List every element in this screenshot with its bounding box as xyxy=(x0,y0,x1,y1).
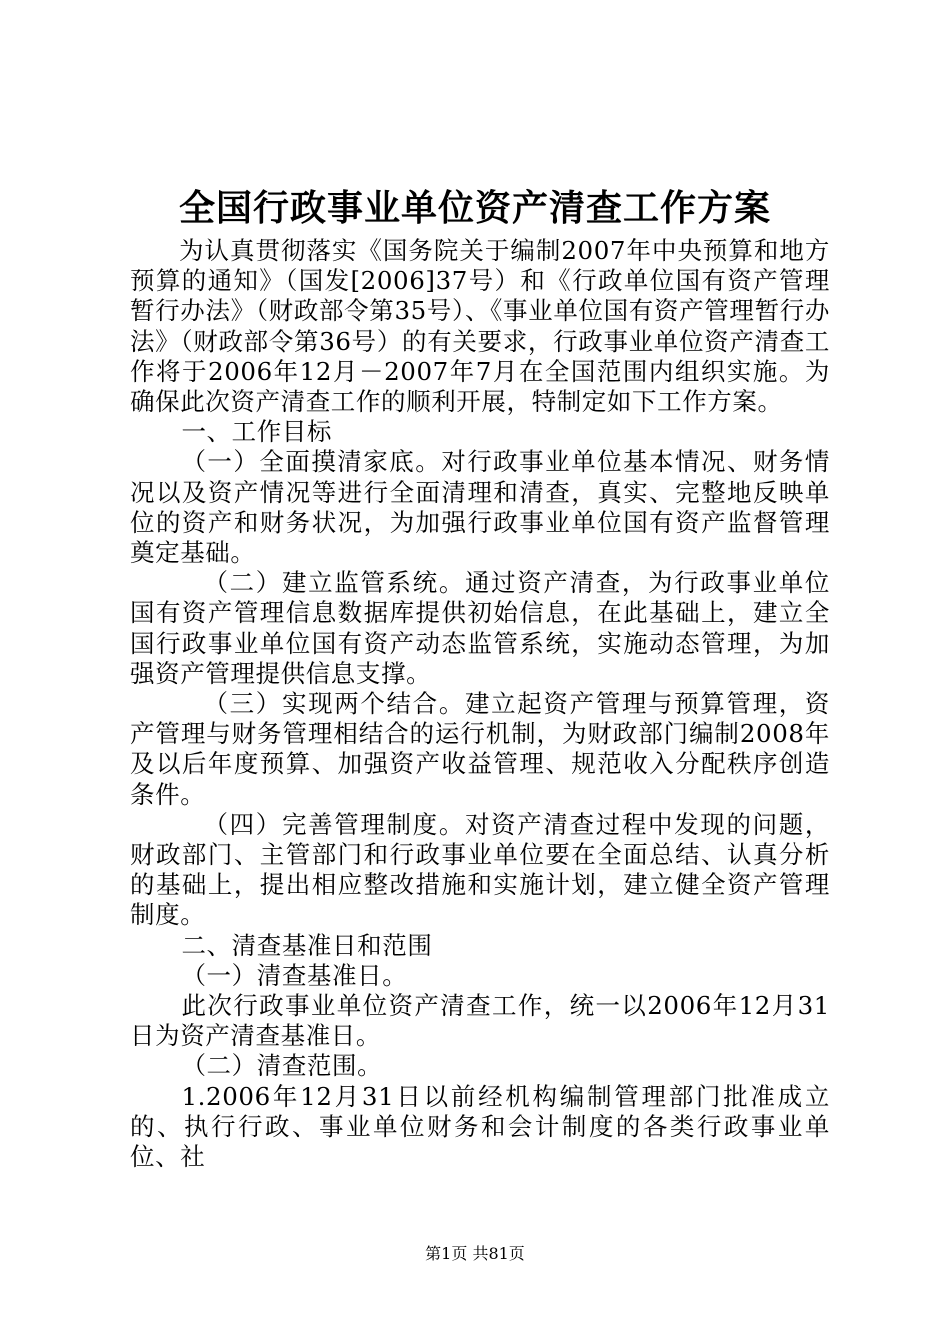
section-heading-baseline-scope: 二、清查基准日和范围 xyxy=(181,930,433,960)
goal-paragraph-1: （一）全面摸清家底。对行政事业单位基本情况、财务情况以及资产情况等进行全面清理和清查，真实、完整地反映单位的资产和财务状况，为加强行政事业单位国有资产监督管理奠定基础。 xyxy=(130,447,830,568)
goal-paragraph-2: （二）建立监管系统。通过资产清查，为行政事业单位国有资产管理信息数据库提供初始信息，在此基础上，建立全国行政事业单位国有资产动态监管系统，实施动态管理，为加强资产管理提供信息支撑。 xyxy=(130,568,830,688)
baseline-date-paragraph: 此次行政事业单位资产清查工作，统一以2006年12月31日为资产清查基准日。 xyxy=(130,991,830,1051)
goal-paragraph-4: （四）完善管理制度。对资产清查过程中发现的问题，财政部门、主管部门和行政事业单位要在全面总结、认真分析的基础上，提出相应整改措施和实施计划，建立健全资产管理制度。 xyxy=(130,809,830,930)
section-heading-work-goals: 一、工作目标 xyxy=(181,417,333,447)
intro-paragraph: 为认真贯彻落实《国务院关于编制2007年中央预算和地方预算的通知》（国发[2006]37号）和《行政单位国有资产管理暂行办法》（财政部令第35号）、《事业单位国有资产管理暂行办法》（财政部令第36号）的有关要求，行政事业单位资产清查工作将于2006年12月－2007年7月在全国范围内组织实施。为确保此次资产清查工作的顺利开展，特制定如下工作方案。 xyxy=(130,236,830,417)
subsection-heading-baseline-date: （一）清查基准日。 xyxy=(181,960,408,990)
scope-paragraph-1: 1.2006年12月31日以前经机构编制管理部门批准成立的、执行行政、事业单位财务和会计制度的各类行政事业单位、社 xyxy=(130,1081,830,1172)
document-title: 全国行政事业单位资产清查工作方案 xyxy=(178,187,771,229)
page-number-footer: 第1页 共81页 xyxy=(425,1244,525,1263)
goal-paragraph-3: （三）实现两个结合。建立起资产管理与预算管理，资产管理与财务管理相结合的运行机制，为财政部门编制2008年及以后年度预算、加强资产收益管理、规范收入分配秩序创造条件。 xyxy=(130,689,830,809)
subsection-heading-scope: （二）清查范围。 xyxy=(181,1051,383,1081)
document-body xyxy=(130,236,830,1172)
